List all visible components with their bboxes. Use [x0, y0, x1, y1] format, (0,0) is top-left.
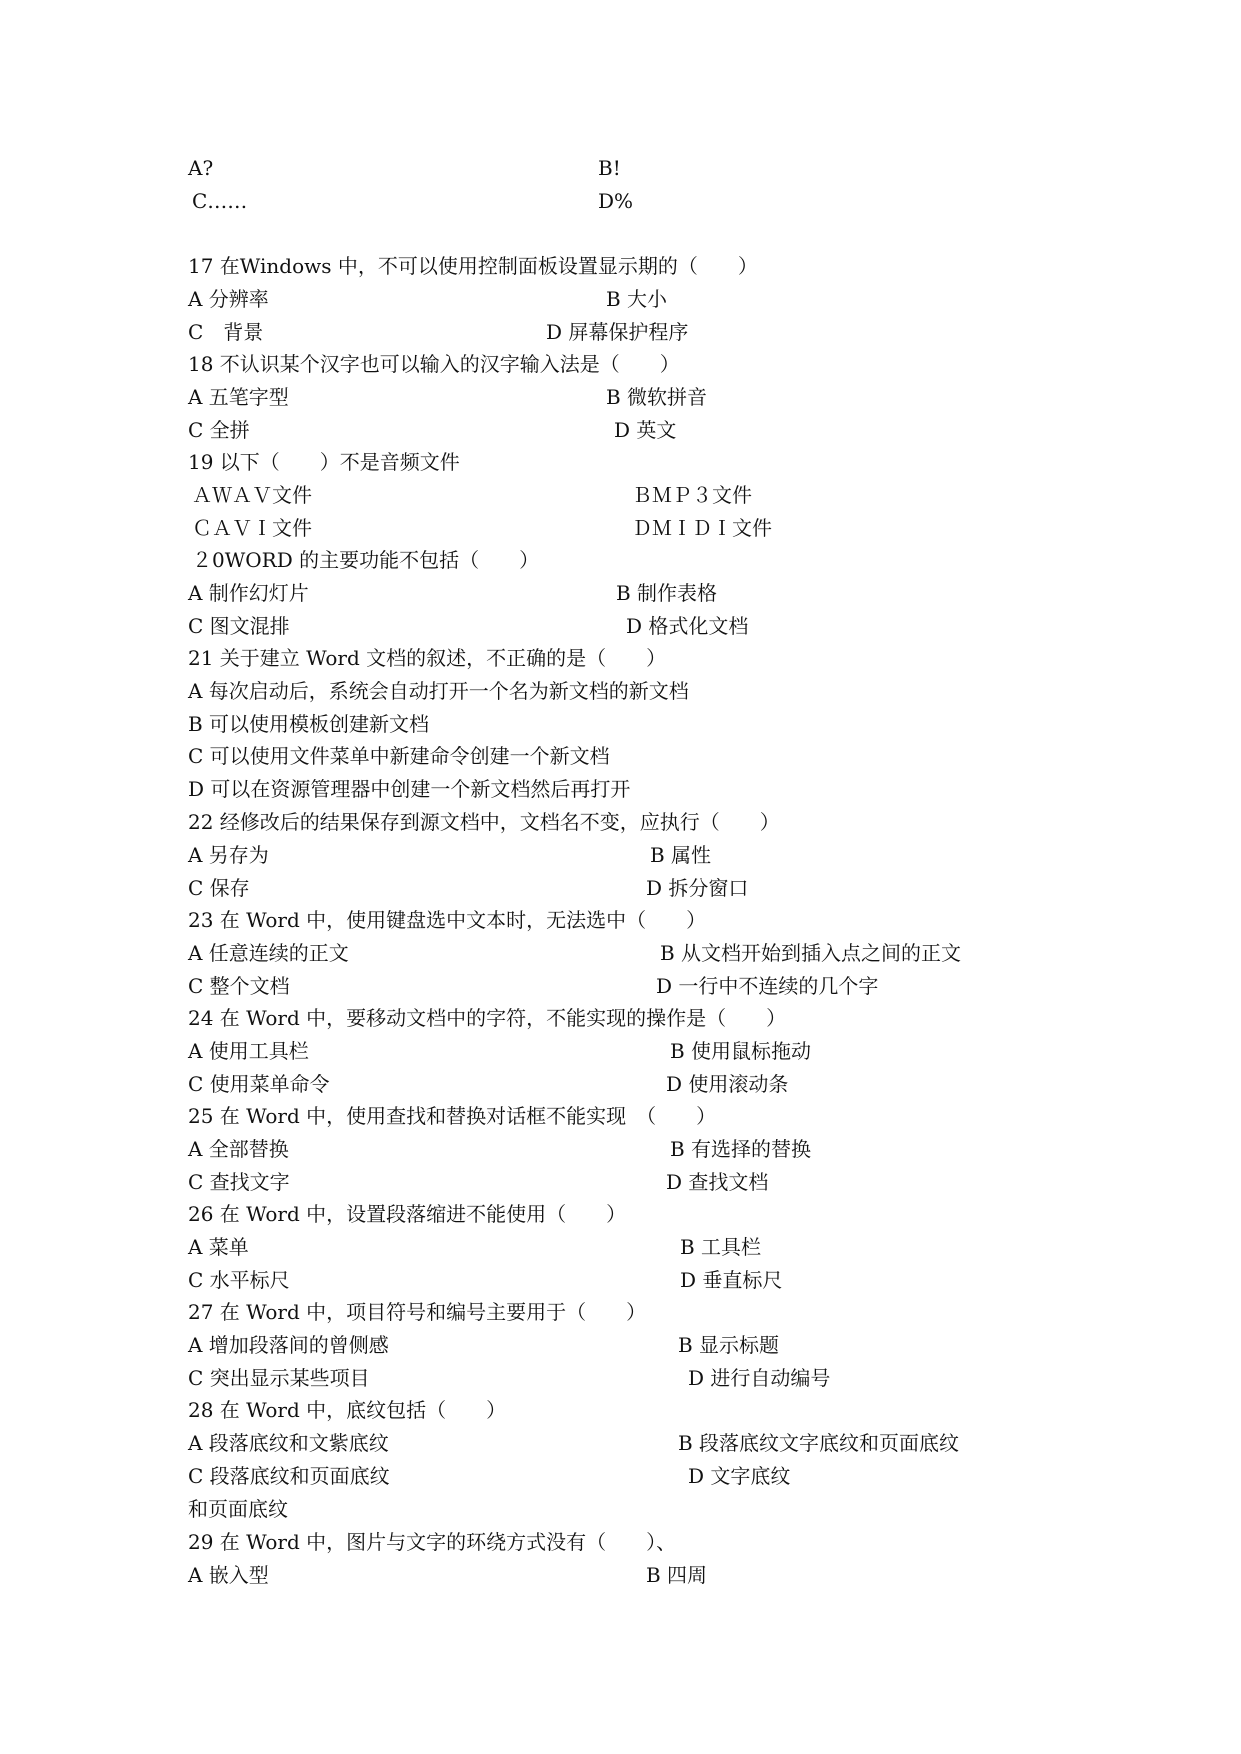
q19-option-c: ＣＡＶＩ文件	[192, 516, 312, 540]
q28-option-c: C 段落底纹和页面底纹	[188, 1464, 390, 1488]
q20-option-c: C 图文混排	[188, 614, 290, 638]
q18-option-c: C 全拼	[188, 418, 250, 442]
q17-option-c: C 背景	[188, 320, 264, 344]
q26-option-b: B 工具栏	[680, 1235, 762, 1259]
q23-option-b: B 从文档开始到插入点之间的正文	[660, 941, 962, 965]
q26-option-c: C 水平标尺	[188, 1268, 290, 1292]
question-21: 21 关于建立 Word 文档的叙述，不正确的是（ ）	[188, 646, 667, 670]
q25-option-b: B 有选择的替换	[670, 1137, 812, 1161]
question-22: 22 经修改后的结果保存到源文档中，文档名不变，应执行（ ）	[188, 810, 780, 834]
q24-option-c: C 使用菜单命令	[188, 1072, 330, 1096]
question-20: ２0WORD 的主要功能不包括（ ）	[192, 548, 540, 572]
q18-option-a: A 五笔字型	[188, 385, 289, 409]
q28-option-d-continued: 和页面底纹	[188, 1497, 288, 1521]
q27-option-d: D 进行自动编号	[688, 1366, 831, 1390]
question-18: 18 不认识某个汉字也可以输入的汉字输入法是（ ）	[188, 352, 680, 376]
question-28: 28 在 Word 中，底纹包括（ ）	[188, 1398, 507, 1422]
q23-option-c: C 整个文档	[188, 974, 290, 998]
q16-option-b: B!	[598, 156, 621, 180]
q25-option-c: C 查找文字	[188, 1170, 290, 1194]
q20-option-b: B 制作表格	[616, 581, 718, 605]
q27-option-b: B 显示标题	[678, 1333, 780, 1357]
q26-option-d: D 垂直标尺	[680, 1268, 783, 1292]
question-17: 17 在Windows 中，不可以使用控制面板设置显示期的（ ）	[188, 254, 758, 278]
q19-option-b: ＢＭＰ３文件	[632, 483, 752, 507]
q23-option-d: D 一行中不连续的几个字	[656, 974, 879, 998]
q25-option-a: A 全部替换	[188, 1137, 289, 1161]
q28-option-b: B 段落底纹文字底纹和页面底纹	[678, 1431, 960, 1455]
q21-option-a: A 每次启动后，系统会自动打开一个名为新文档的新文档	[188, 679, 689, 703]
question-23: 23 在 Word 中，使用键盘选中文本时，无法选中（ ）	[188, 908, 707, 932]
q18-option-b: B 微软拼音	[606, 385, 708, 409]
q17-option-d: D 屏幕保护程序	[546, 320, 689, 344]
q25-option-d: D 查找文档	[666, 1170, 769, 1194]
q17-option-a: A 分辨率	[188, 287, 269, 311]
question-27: 27 在 Word 中，项目符号和编号主要用于（ ）	[188, 1300, 647, 1324]
q27-option-a: A 增加段落间的曾侧感	[188, 1333, 389, 1357]
q29-option-a: A 嵌入型	[188, 1563, 269, 1587]
question-26: 26 在 Word 中，设置段落缩进不能使用（ ）	[188, 1202, 627, 1226]
question-24: 24 在 Word 中，要移动文档中的字符，不能实现的操作是（ ）	[188, 1006, 787, 1030]
question-29: 29 在 Word 中，图片与文字的环绕方式没有（ ）、	[188, 1530, 677, 1554]
q19-option-a: ＡＷＡＶ文件	[192, 483, 312, 507]
q23-option-a: A 任意连续的正文	[188, 941, 349, 965]
q17-option-b: B 大小	[606, 287, 668, 311]
q24-option-d: D 使用滚动条	[666, 1072, 789, 1096]
q22-option-c: C 保存	[188, 876, 250, 900]
q28-option-a: A 段落底纹和文紫底纹	[188, 1431, 389, 1455]
q27-option-c: C 突出显示某些项目	[188, 1366, 370, 1390]
q22-option-d: D 拆分窗口	[646, 876, 749, 900]
q26-option-a: A 菜单	[188, 1235, 249, 1259]
q18-option-d: D 英文	[614, 418, 677, 442]
q20-option-d: D 格式化文档	[626, 614, 749, 638]
q16-option-c: C……	[192, 189, 248, 213]
q28-option-d: D 文字底纹	[688, 1464, 791, 1488]
q20-option-a: A 制作幻灯片	[188, 581, 309, 605]
q22-option-b: B 属性	[650, 843, 712, 867]
q24-option-b: B 使用鼠标拖动	[670, 1039, 812, 1063]
q21-option-d: D 可以在资源管理器中创建一个新文档然后再打开	[188, 777, 631, 801]
q16-option-a: A?	[188, 156, 214, 180]
q29-option-b: B 四周	[646, 1563, 708, 1587]
q21-option-b: B 可以使用模板创建新文档	[188, 712, 430, 736]
q19-option-d: ＤＭＩＤＩ文件	[632, 516, 772, 540]
q24-option-a: A 使用工具栏	[188, 1039, 309, 1063]
q22-option-a: A 另存为	[188, 843, 269, 867]
question-25: 25 在 Word 中，使用查找和替换对话框不能实现 （ ）	[188, 1104, 717, 1128]
q16-option-d: D%	[598, 189, 634, 213]
question-19: 19 以下（ ）不是音频文件	[188, 450, 460, 474]
q21-option-c: C 可以使用文件菜单中新建命令创建一个新文档	[188, 744, 610, 768]
